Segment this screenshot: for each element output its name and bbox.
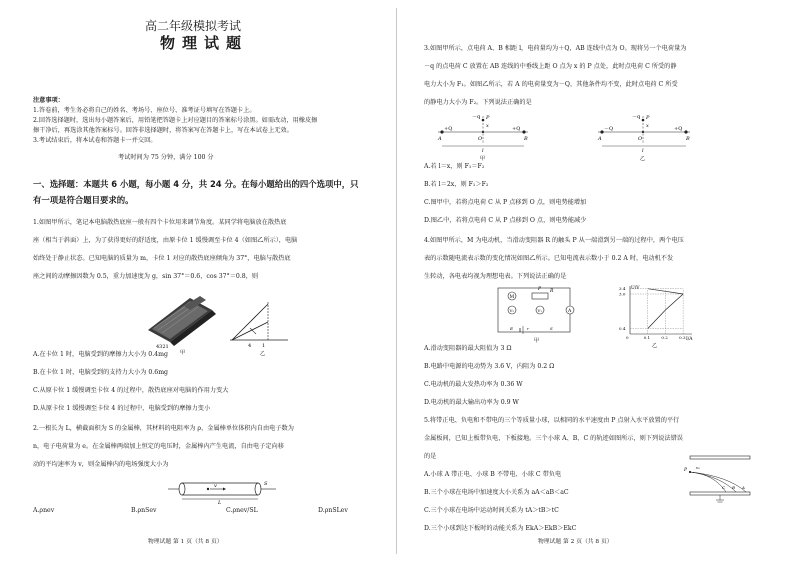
page-2 bbox=[398, 0, 794, 562]
question-text: 金属板间，已知上板带负电，下板接地。三个小球 A、B、C 的轨迹如图所示，则下列说法错误 bbox=[424, 435, 683, 442]
question-text: 生转动，各电表均视为理想电表。下列说法正确的是 bbox=[424, 273, 567, 280]
rheostat-label: R bbox=[550, 289, 554, 294]
q3-point-p: P bbox=[486, 115, 490, 121]
option-b: B.在卡位 1 时，电脑受到的支持力大小为 0.6mg bbox=[33, 369, 169, 376]
question-text: －q 的点电荷 C 放置在 AB 连线的中垂线上距 O 点为 x 的 P 点处，此时点电荷 C 所受的静 bbox=[424, 63, 677, 70]
q3-test-charge: －q bbox=[472, 114, 481, 120]
section-heading: 一、选择题：本题共 6 小题，每小题 4 分，共 24 分。在每小题给出的四个选项中，只 bbox=[33, 179, 359, 189]
question-text: 的是 bbox=[424, 453, 437, 460]
figure-label-jia: 甲 bbox=[480, 156, 486, 162]
question-text: 4.如图甲所示，M 为电动机，当滑动变阻器 R 的触头 P 从一端滑到另一端的过程中，两个电压 bbox=[424, 237, 684, 244]
option-d: D.ρnSLev bbox=[318, 507, 348, 514]
figure-label-yi: 乙 bbox=[652, 343, 658, 349]
slot-label-1: 1 bbox=[262, 343, 266, 349]
notice-line: 1.答卷前，考生务必将自己的姓名、考场号、座位号、准考证号填写在答题卡上。 bbox=[33, 107, 256, 114]
figure-label-jia: 甲 bbox=[180, 350, 186, 356]
ball-a-label: A bbox=[742, 485, 745, 490]
q3-distance-x: x bbox=[486, 123, 489, 129]
notice-line: 3.考试结束后，将本试卷和答题卡一并交回。 bbox=[33, 137, 157, 144]
q2-rod-figure bbox=[168, 477, 278, 506]
option-d: D.三个小球到达下板时的动能关系为 EkA＞EkB＞EkC bbox=[424, 525, 577, 532]
y-tick-label: 0.4 bbox=[619, 326, 626, 332]
q3-label-o: O bbox=[478, 136, 483, 142]
lower-plate bbox=[690, 492, 750, 495]
q3-charge-b: +Q bbox=[674, 126, 683, 132]
ammeter-label: A bbox=[568, 309, 572, 314]
option-b: B.三个小球在电场中加速度大小关系为 aA＜aB＜aC bbox=[424, 489, 569, 496]
option-d: D.电动机的最大输出功率为 0.9 W bbox=[424, 399, 519, 406]
q3-label-b: B bbox=[524, 136, 528, 142]
question-text: 表的示数随电流表示数的变化情况如图乙所示。已知电流表示数小于 0.2 A 时，电动机不发 bbox=[424, 255, 674, 262]
page-divider bbox=[396, 8, 397, 554]
option-b: B.若 l＝2x，则 F₁＞F₂ bbox=[424, 181, 489, 188]
figure-label-jia: 甲 bbox=[534, 338, 540, 344]
origin-label: 0 bbox=[626, 335, 629, 340]
option-a: A.小球 A 带正电、小球 B 不带电、小球 C 带负电 bbox=[424, 471, 562, 478]
option-c: C.ρnev/SL bbox=[226, 507, 258, 514]
x-tick-label: 0.2 bbox=[661, 335, 668, 340]
q3-label-a: A bbox=[438, 136, 442, 142]
q3-figure-jia bbox=[437, 114, 528, 162]
slider-label: P bbox=[538, 287, 542, 292]
option-d: D.从原卡位 1 缓慢调至卡位 4 的过程中，电脑受到的摩擦力变小 bbox=[33, 405, 211, 412]
velocity-label: v bbox=[214, 483, 217, 489]
q3-charge-a: +Q bbox=[444, 126, 453, 132]
exam-title: 高二年级模拟考试 bbox=[145, 19, 242, 33]
y-tick-label: 3.4 bbox=[619, 286, 626, 292]
time-info: 考试时间为 75 分钟，满分 100 分 bbox=[118, 154, 214, 161]
option-b: B.ρnSev bbox=[131, 507, 157, 514]
emf-label: E bbox=[510, 326, 513, 331]
page-footer: 物理试题 第 2 页（共 8 页） bbox=[538, 539, 613, 545]
q3-point-p: P bbox=[646, 115, 650, 121]
initial-velocity-label: v₀ bbox=[696, 465, 700, 470]
notice-line: 擦干净后，再选涂其他答案标号。回答非选择题时，将答案写在答题卡上，写在本试卷上无效。 bbox=[33, 127, 293, 134]
question-text: 3.如图甲所示，点电荷 A、B 相距 l，电荷量均为＋Q，AB 连线中点为 O。现将另一个电荷量为 bbox=[424, 45, 687, 52]
option-a: A.滑动变阻器的最大阻值为 3 Ω bbox=[424, 345, 512, 352]
q3-distance-l: l bbox=[482, 148, 484, 154]
motor-label: M bbox=[509, 295, 515, 300]
option-d: D.图乙中，若将点电荷 C 从 P 点移到 O 点，则电势能减少 bbox=[424, 217, 587, 224]
q1-figure bbox=[140, 292, 290, 357]
q3-charge-a-negative: －Q bbox=[604, 126, 614, 132]
option-a: A.ρnev bbox=[33, 507, 55, 514]
slot-label-4: 4 bbox=[248, 343, 252, 349]
incline-diagram bbox=[230, 302, 288, 357]
q3-test-charge: －q bbox=[632, 114, 641, 120]
q3-charge-b: +Q bbox=[512, 126, 521, 132]
section-heading: 有一项是符合题目要求的。 bbox=[33, 195, 134, 205]
y-axis-label: U/V bbox=[631, 286, 640, 291]
voltmeter-v1-label: V₁ bbox=[537, 308, 542, 313]
page-1 bbox=[0, 0, 396, 562]
entry-point-label: P bbox=[684, 468, 688, 473]
switch-label: S bbox=[550, 326, 553, 331]
question-text: 座（相当于斜面）上，为了获得更好的舒适度，由原卡位 1 缓慢调至卡位 4（如图乙所示），电脑 bbox=[33, 237, 298, 244]
length-label: L bbox=[218, 500, 222, 506]
area-label: S bbox=[264, 481, 268, 487]
q4-ui-chart bbox=[618, 284, 698, 349]
y-tick-label: 3.0 bbox=[619, 291, 626, 297]
q3-label-a: A bbox=[598, 136, 602, 142]
laptop-stand-illustration bbox=[148, 296, 216, 356]
option-c: C.从原卡位 1 缓慢调至卡位 4 的过程中，散热底座对电脑的作用力变大 bbox=[33, 387, 229, 394]
question-text: 2.一根长为 L，横截面积为 S 的金属棒，其材料的电阻率为 ρ，金属棒单位体积内自由电子数为 bbox=[33, 425, 294, 432]
option-a: A.若 l＝x，则 F₁＝F₂ bbox=[424, 163, 485, 170]
q5-plates-figure bbox=[684, 452, 754, 512]
question-text: n，电子电荷量为 e。在金属棒两端加上恒定的电压时，金属棒内产生电流，自由电子定向移 bbox=[33, 443, 284, 450]
notice-line: 2.回答选择题时，选出每小题答案后，用铅笔把答题卡上对应题目的答案标号涂黑。如需改动，用橡皮擦 bbox=[33, 117, 318, 124]
q3-label-o: O bbox=[638, 136, 643, 142]
question-text: 电力大小为 F₁。如图乙所示，若 A 的电荷量变为－Q，其他条件均不变，此时点电荷 C 所受 bbox=[424, 81, 678, 88]
q4-circuit-figure bbox=[490, 282, 580, 342]
stand-slot-numbers: 4321 bbox=[156, 344, 169, 350]
x-tick-label: 0.3 bbox=[679, 335, 686, 340]
question-text: 5.将带正电、负电和不带电的三个等质量小球，以相同的水平速度由 P 点射入水平放置的平行 bbox=[424, 417, 680, 424]
figure-label-yi: 乙 bbox=[640, 156, 646, 162]
rheostat bbox=[532, 293, 548, 299]
question-text: 1.如图甲所示，笔记本电脑散热底座一般有四个卡位用来调节角度。某同学将电脑放在散热底 bbox=[33, 219, 287, 226]
internal-resistance-label: r bbox=[527, 326, 529, 331]
option-c: C.图甲中，若将点电荷 C 从 P 点移到 O 点，则电势能增加 bbox=[424, 199, 587, 206]
upper-plate bbox=[690, 456, 750, 459]
question-text: 始终处于静止状态。已知电脑的质量为 m，卡位 1 对应的散热底座倾角为 37°，电脑与散热底 bbox=[33, 255, 291, 262]
x-tick-label: 0.1 bbox=[643, 335, 651, 340]
x-axis-label: I/A bbox=[686, 337, 693, 342]
option-a: A.在卡位 1 时，电脑受到的摩擦力大小为 0.4mg bbox=[33, 351, 168, 358]
q3-figure-yi bbox=[597, 114, 690, 162]
question-text: 动的平均速率为 v，则金属棒内的电场强度大小为 bbox=[33, 461, 169, 468]
q3-figures bbox=[428, 112, 748, 160]
option-b: B.电路中电源的电动势为 3.6 V，内阻为 0.2 Ω bbox=[424, 363, 555, 370]
subject-title: 物理试题 bbox=[160, 34, 249, 52]
option-c: C.三个小球在电场中运动时间关系为 tA＞tB＞tC bbox=[424, 507, 559, 514]
question-text: 的静电力大小为 F₂。下列说法正确的是 bbox=[424, 99, 532, 106]
question-text: 座之间的动摩擦因数为 0.5，重力加速度为 g，sin 37°＝0.6，cos 37°＝0.8，则 bbox=[33, 273, 259, 280]
figure-label-yi: 乙 bbox=[260, 351, 266, 357]
q3-distance-l: l bbox=[642, 148, 644, 154]
option-c: C.电动机的最大发热功率为 0.36 W bbox=[424, 381, 523, 388]
q3-distance-x: x bbox=[646, 123, 649, 129]
notice-title: 注意事项： bbox=[33, 97, 64, 104]
page-footer: 物理试题 第 1 页（共 8 页） bbox=[148, 539, 223, 545]
ball-c-label: C bbox=[722, 485, 726, 490]
ball-b-label: B bbox=[732, 485, 735, 490]
q3-label-b: B bbox=[686, 136, 690, 142]
voltmeter-v2-label: V₂ bbox=[509, 308, 514, 313]
